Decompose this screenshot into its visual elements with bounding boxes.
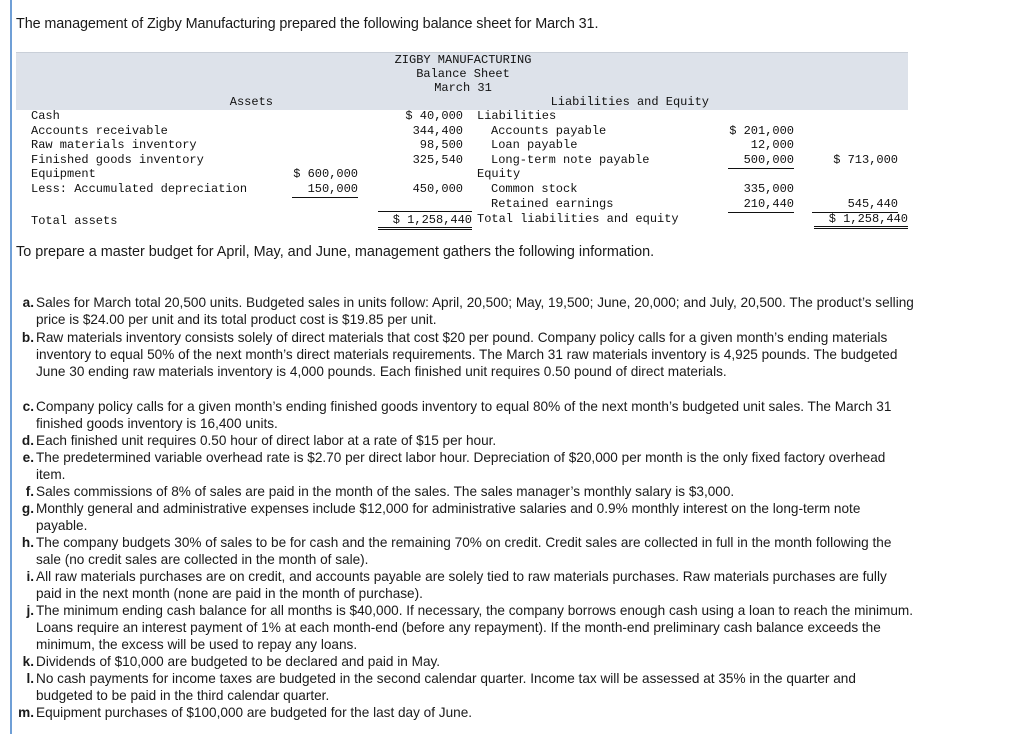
item-label: i. (26, 569, 34, 584)
net-equipment-value: 450,000 (412, 182, 463, 196)
item-label: m. (18, 705, 34, 720)
item-text: Sales for March total 20,500 units. Budgeted sales in units follow: April, 20,500; May, 19,500; June, 20,000; and July, 20,500. The product’s selling price is $24.00 per unit and its total product cost is $19.85 per unit. (36, 295, 914, 327)
re-value: 210,440 (728, 197, 794, 213)
total-equity-value: 545,440 (812, 197, 898, 213)
total-assets-label: Total assets (31, 214, 118, 228)
item-label: f. (25, 484, 34, 499)
item-text: Equipment purchases of $100,000 are budgeted for the last day of June. (36, 705, 473, 720)
intro-text: The management of Zigby Manufacturing prepared the following balance sheet for March 31. (16, 16, 599, 32)
ltnote-value: 500,000 (728, 153, 794, 169)
item-label: j. (26, 603, 34, 618)
loan-value: 12,000 (750, 138, 794, 152)
item-label: e. (22, 450, 34, 465)
cs-value: 335,000 (743, 182, 794, 196)
accdep-label: Less: Accumulated depreciation (31, 182, 248, 196)
rm-label: Raw materials inventory (31, 138, 197, 152)
item-text: Sales commissions of 8% of sales are paid in the month of the sales. The sales manager’s monthly salary is $3,000. (36, 484, 735, 499)
subheading: To prepare a master budget for April, May, and June, management gathers the following information. (16, 244, 655, 260)
item-text: Dividends of $10,000 are budgeted to be declared and paid in May. (36, 654, 441, 669)
total-liabilities-value: $ 713,000 (833, 153, 898, 167)
equipment-label: Equipment (31, 167, 96, 181)
item-label: c. (22, 399, 34, 414)
loan-label: Loan payable (491, 138, 578, 152)
item-label: b. (21, 330, 34, 345)
liabilities-equity-header: Liabilities and Equity (550, 95, 709, 109)
item-label: l. (26, 671, 34, 686)
sheet-date: March 31 (434, 81, 492, 95)
equipment-value: $ 600,000 (293, 167, 358, 181)
balance-sheet (16, 52, 910, 230)
item-text: The minimum ending cash balance for all months is $40,000. If necessary, the company borrows enough cash using a loan to reach the minimum. Loans require an interest payment of 1% at each month-end (before any repayment). If the month-end preliminary cash balance exceeds the minimum, the excess will be used to repay any loans. (36, 603, 914, 652)
item-label: h. (21, 535, 34, 550)
total-le-label: Total liabilities and equity (477, 212, 679, 226)
re-label: Retained earnings (491, 197, 614, 211)
item-text: The predetermined variable overhead rate is $2.70 per direct labor hour. Depreciation of $20,000 per month is the only fixed factory overhead item. (36, 450, 886, 482)
item-text: Monthly general and administrative expenses include $12,000 for administrative salaries and 0.9% monthly interest on the long-term note payable. (36, 501, 861, 533)
item-text: The company budgets 30% of sales to be for cash and the remaining 70% on credit. Credit sales are collected in full in the month following the sale (no credit sales are collected in the month of sale). (36, 535, 892, 567)
ltnote-label: Long-term note payable (491, 153, 650, 167)
item-text: All raw materials purchases are on credit, and accounts payable are solely tied to raw materials purchases. Raw materials purchases are fully paid in the next month (none are paid in the month of purchase). (36, 569, 887, 601)
item-text: Company policy calls for a given month’s ending finished goods inventory to equal 80% of the next month’s budgeted unit sales. The March 31 finished goods inventory is 16,400 units. (36, 399, 892, 431)
item-label: d. (21, 433, 34, 448)
cash-label: Cash (31, 109, 60, 123)
cs-label: Common stock (491, 182, 578, 196)
assets-header: Assets (229, 95, 273, 109)
fg-label: Finished goods inventory (31, 153, 204, 167)
ar-label: Accounts receivable (31, 124, 168, 138)
item-label: g. (21, 501, 34, 516)
item-text: No cash payments for income taxes are budgeted in the second calendar quarter. Income tax will be assessed at 35% in the quarter and budgeted to be paid in the third calendar quarter. (36, 671, 856, 703)
sheet-title: Balance Sheet (416, 67, 510, 81)
total-assets-value: $ 1,258,440 (378, 211, 472, 230)
left-accent-bar (10, 0, 12, 734)
ap-value: $ 201,000 (729, 124, 794, 138)
total-le-value: $ 1,258,440 (814, 212, 908, 229)
ar-value: 344,400 (412, 124, 463, 138)
rm-value: 98,500 (419, 138, 463, 152)
item-label: a. (22, 295, 34, 310)
fg-value: 325,540 (412, 153, 463, 167)
ap-label: Accounts payable (491, 124, 607, 138)
accdep-value: 150,000 (292, 182, 358, 198)
item-label: k. (22, 654, 34, 669)
equity-header: Equity (477, 167, 521, 181)
item-text: Raw materials inventory consists solely of direct materials that cost $20 per pound. Company policy calls for a given month’s ending materials inventory to equal 50% of the next month’s direct materials requirements. The March 31 raw materials inventory is 4,925 pounds. The budgeted June 30 ending raw materials inventory is 4,000 pounds. Each finished unit requires 0.50 pound of direct materials. (36, 330, 898, 379)
item-text: Each finished unit requires 0.50 hour of direct labor at a rate of $15 per hour. (36, 433, 497, 448)
company-name: ZIGBY MANUFACTURING (394, 53, 532, 67)
cash-value: $ 40,000 (405, 109, 463, 123)
liabilities-header: Liabilities (477, 109, 557, 123)
